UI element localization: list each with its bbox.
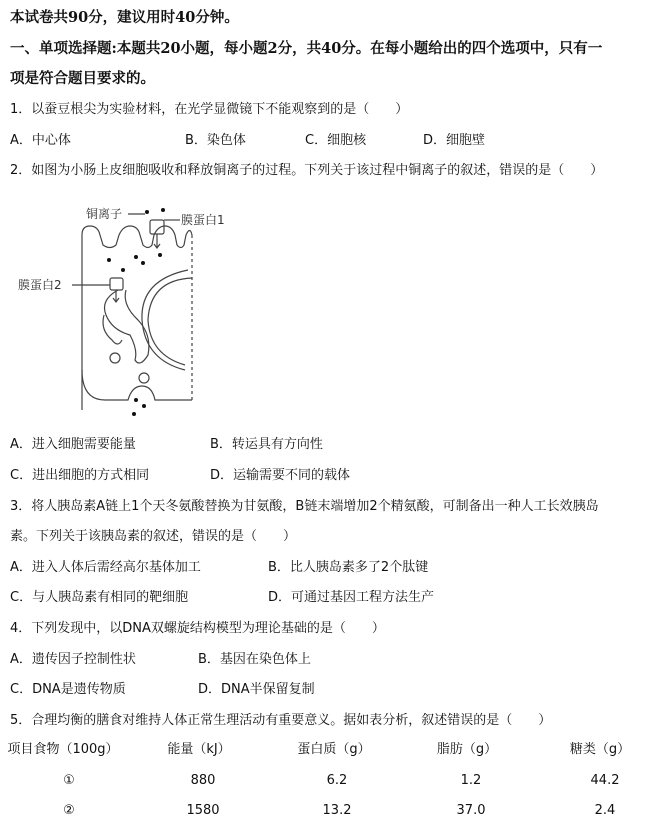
cell-membrane-bottom <box>82 370 192 400</box>
copper-ions <box>107 208 165 416</box>
table-header: 能量（kJ） <box>167 742 231 757</box>
q4-stem: 4．下列发现中，以DNA双螺旋结构模型为理论基础的是（ ） <box>10 621 385 636</box>
q2-option-a[interactable]: A．进入细胞需要能量 <box>10 437 136 452</box>
section-heading: 一、单项选择题:本题共20小题，每小题2分，共40分。在每小题给出的四个选项中，只有一 <box>10 40 603 57</box>
q5-stem: 5．合理均衡的膳食对维持人体正常生理活动有重要意义。据如表分析，叙述错误的是（ ） <box>10 713 552 728</box>
exam-intro: 本试卷共90分，建议用时40分钟。 <box>10 9 239 26</box>
q1-stem: 1．以蚕豆根尖为实验材料，在光学显微镜下不能观察到的是（ ） <box>10 102 409 117</box>
q3-option-d[interactable]: D．可通过基因工程方法生产 <box>268 590 435 605</box>
q4-option-b[interactable]: B．基因在染色体上 <box>198 652 311 667</box>
q2-stem: 2．如图为小肠上皮细胞吸收和释放铜离子的过程。下列关于该过程中铜离子的叙述，错误的是（ ） <box>10 163 604 178</box>
cell-diagram <box>0 190 250 430</box>
table-cell: 1.2 <box>460 773 482 788</box>
label-membrane-protein-1: 膜蛋白1 <box>181 213 225 227</box>
q4-option-a[interactable]: A．遗传因子控制性状 <box>10 652 136 667</box>
membrane-protein-2-shape <box>110 278 123 290</box>
table-cell: 2.4 <box>594 803 616 818</box>
q1-option-c[interactable]: C．细胞核 <box>305 133 367 148</box>
label-copper-ion: 铜离子 <box>86 207 123 221</box>
q4-option-d[interactable]: D．DNA半保留复制 <box>198 682 315 697</box>
table-cell: 880 <box>190 773 216 788</box>
q1-option-b[interactable]: B．染色体 <box>185 133 246 148</box>
table-cell: 6.2 <box>326 773 348 788</box>
table-header: 糖类（g） <box>569 742 631 757</box>
q1-option-a[interactable]: A．中心体 <box>10 133 71 148</box>
table-header: 脂肪（g） <box>436 742 498 757</box>
cell-membrane-top <box>82 226 192 410</box>
table-cell: ① <box>63 773 75 788</box>
table-cell: ② <box>63 803 75 818</box>
q3-option-b[interactable]: B．比人胰岛素多了2个肽键 <box>268 560 429 575</box>
table-cell: 13.2 <box>322 803 352 818</box>
table-header: 蛋白质（g） <box>297 742 371 757</box>
q3-stem: 3．将人胰岛素A链上1个天冬氨酸替换为甘氨酸，B链末端增加2个精氨酸，可制备出一种人工长效胰岛 <box>10 499 599 514</box>
table-cell: 1580 <box>186 803 220 818</box>
table-cell: 44.2 <box>590 773 620 788</box>
table-cell: 37.0 <box>456 803 486 818</box>
q3-stem-cont: 素。下列关于该胰岛素的叙述，错误的是（ ） <box>10 529 297 544</box>
label-membrane-protein-2: 膜蛋白2 <box>18 278 62 292</box>
q3-option-c[interactable]: C．与人胰岛素有相同的靶细胞 <box>10 590 189 605</box>
q2-option-c[interactable]: C．进出细胞的方式相同 <box>10 468 150 483</box>
q3-option-a[interactable]: A．进入人体后需经高尔基体加工 <box>10 560 201 575</box>
q4-option-c[interactable]: C．DNA是遗传物质 <box>10 682 126 697</box>
q2-option-d[interactable]: D．运输需要不同的载体 <box>210 468 351 483</box>
table-header: 项目食物（100g） <box>7 742 119 757</box>
q2-option-b[interactable]: B．转运具有方向性 <box>210 437 323 452</box>
q1-option-d[interactable]: D．细胞壁 <box>423 133 486 148</box>
section-heading-cont: 项是符合题目要求的。 <box>10 70 155 87</box>
nucleus-envelope <box>148 278 192 365</box>
